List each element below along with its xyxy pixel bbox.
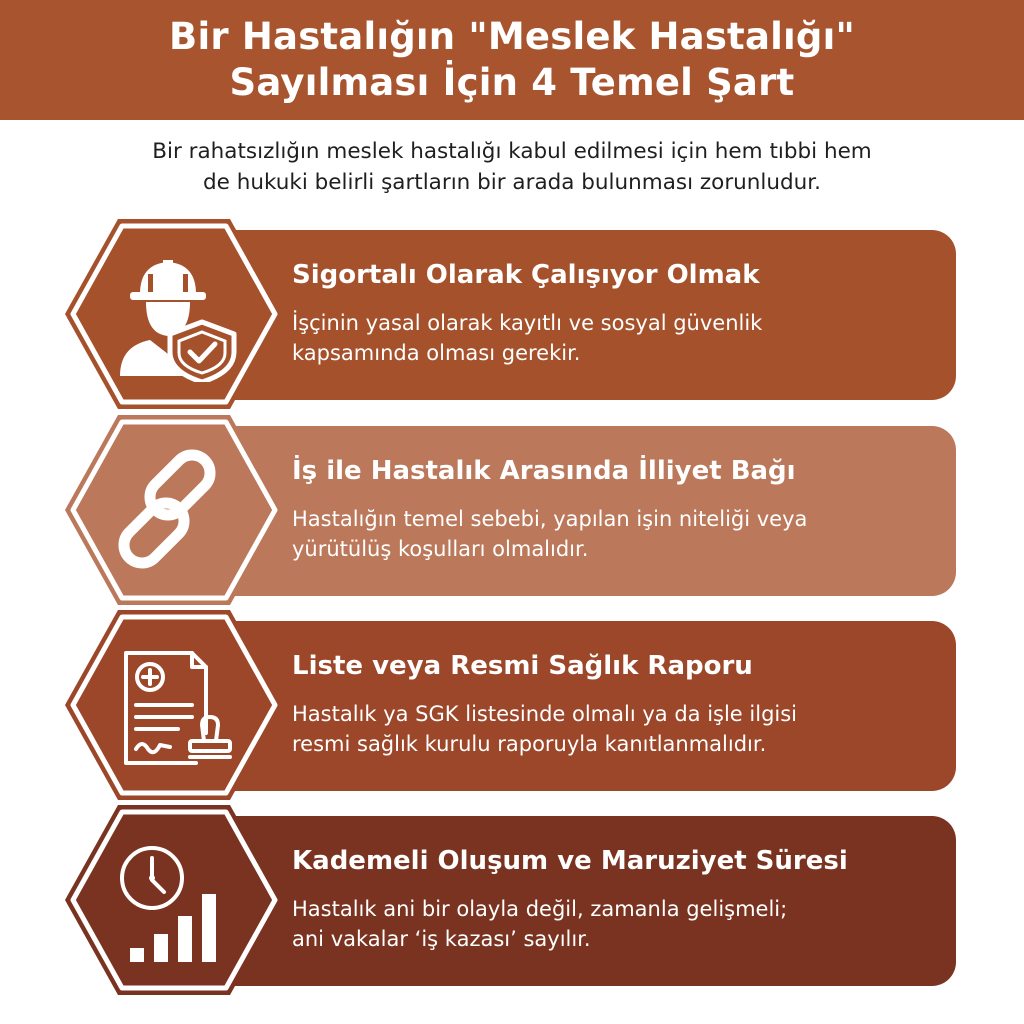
- condition-card-report: [62, 607, 956, 803]
- desc-line-1: Hastalığın temel sebebi, yapılan işin niteliği veya: [292, 507, 808, 531]
- card-description: [292, 894, 942, 954]
- condition-card-causality: [62, 412, 956, 608]
- desc-line-1: İşçinin yasal olarak kayıtlı ve sosyal güvenlik: [292, 311, 763, 335]
- card-title: Kademeli Oluşum ve Maruziyet Süresi: [292, 846, 848, 876]
- desc-line-2: yürütülüş koşulları olmalıdır.: [292, 537, 589, 561]
- header-banner: [0, 0, 1024, 120]
- card-title: Sigortalı Olarak Çalışıyor Olmak: [292, 260, 760, 290]
- title-line-2: Sayılması İçin 4 Temel Şart: [229, 61, 795, 104]
- card-title: Liste veya Resmi Sağlık Raporu: [292, 651, 753, 681]
- card-description: [292, 504, 942, 564]
- chain-link-icon: [106, 442, 242, 578]
- intro-text: [60, 136, 964, 198]
- condition-card-insured: [62, 216, 956, 412]
- desc-line-2: ani vakalar ‘iş kazası’ sayılır.: [292, 927, 591, 951]
- worker-shield-icon: [106, 246, 242, 382]
- desc-line-2: resmi sağlık kurulu raporuyla kanıtlanmalıdır.: [292, 732, 767, 756]
- desc-line-2: kapsamında olması gerekir.: [292, 341, 581, 365]
- page-title: [62, 14, 962, 106]
- intro-line-2: de hukuki belirli şartların bir arada bulunması zorunludur.: [202, 170, 822, 195]
- condition-card-duration: [62, 802, 956, 998]
- medical-report-stamp-icon: [106, 637, 242, 773]
- clock-growth-chart-icon: [106, 832, 242, 968]
- desc-line-1: Hastalık ani bir olayla değil, zamanla gelişmeli;: [292, 897, 788, 921]
- card-title: İş ile Hastalık Arasında İlliyet Bağı: [292, 456, 796, 486]
- card-description: [292, 308, 942, 368]
- intro-line-1: Bir rahatsızlığın meslek hastalığı kabul edilmesi için hem tıbbi hem: [152, 139, 872, 164]
- title-line-1: Bir Hastalığın "Meslek Hastalığı": [169, 15, 855, 58]
- desc-line-1: Hastalık ya SGK listesinde olmalı ya da işle ilgisi: [292, 702, 798, 726]
- card-description: [292, 699, 942, 759]
